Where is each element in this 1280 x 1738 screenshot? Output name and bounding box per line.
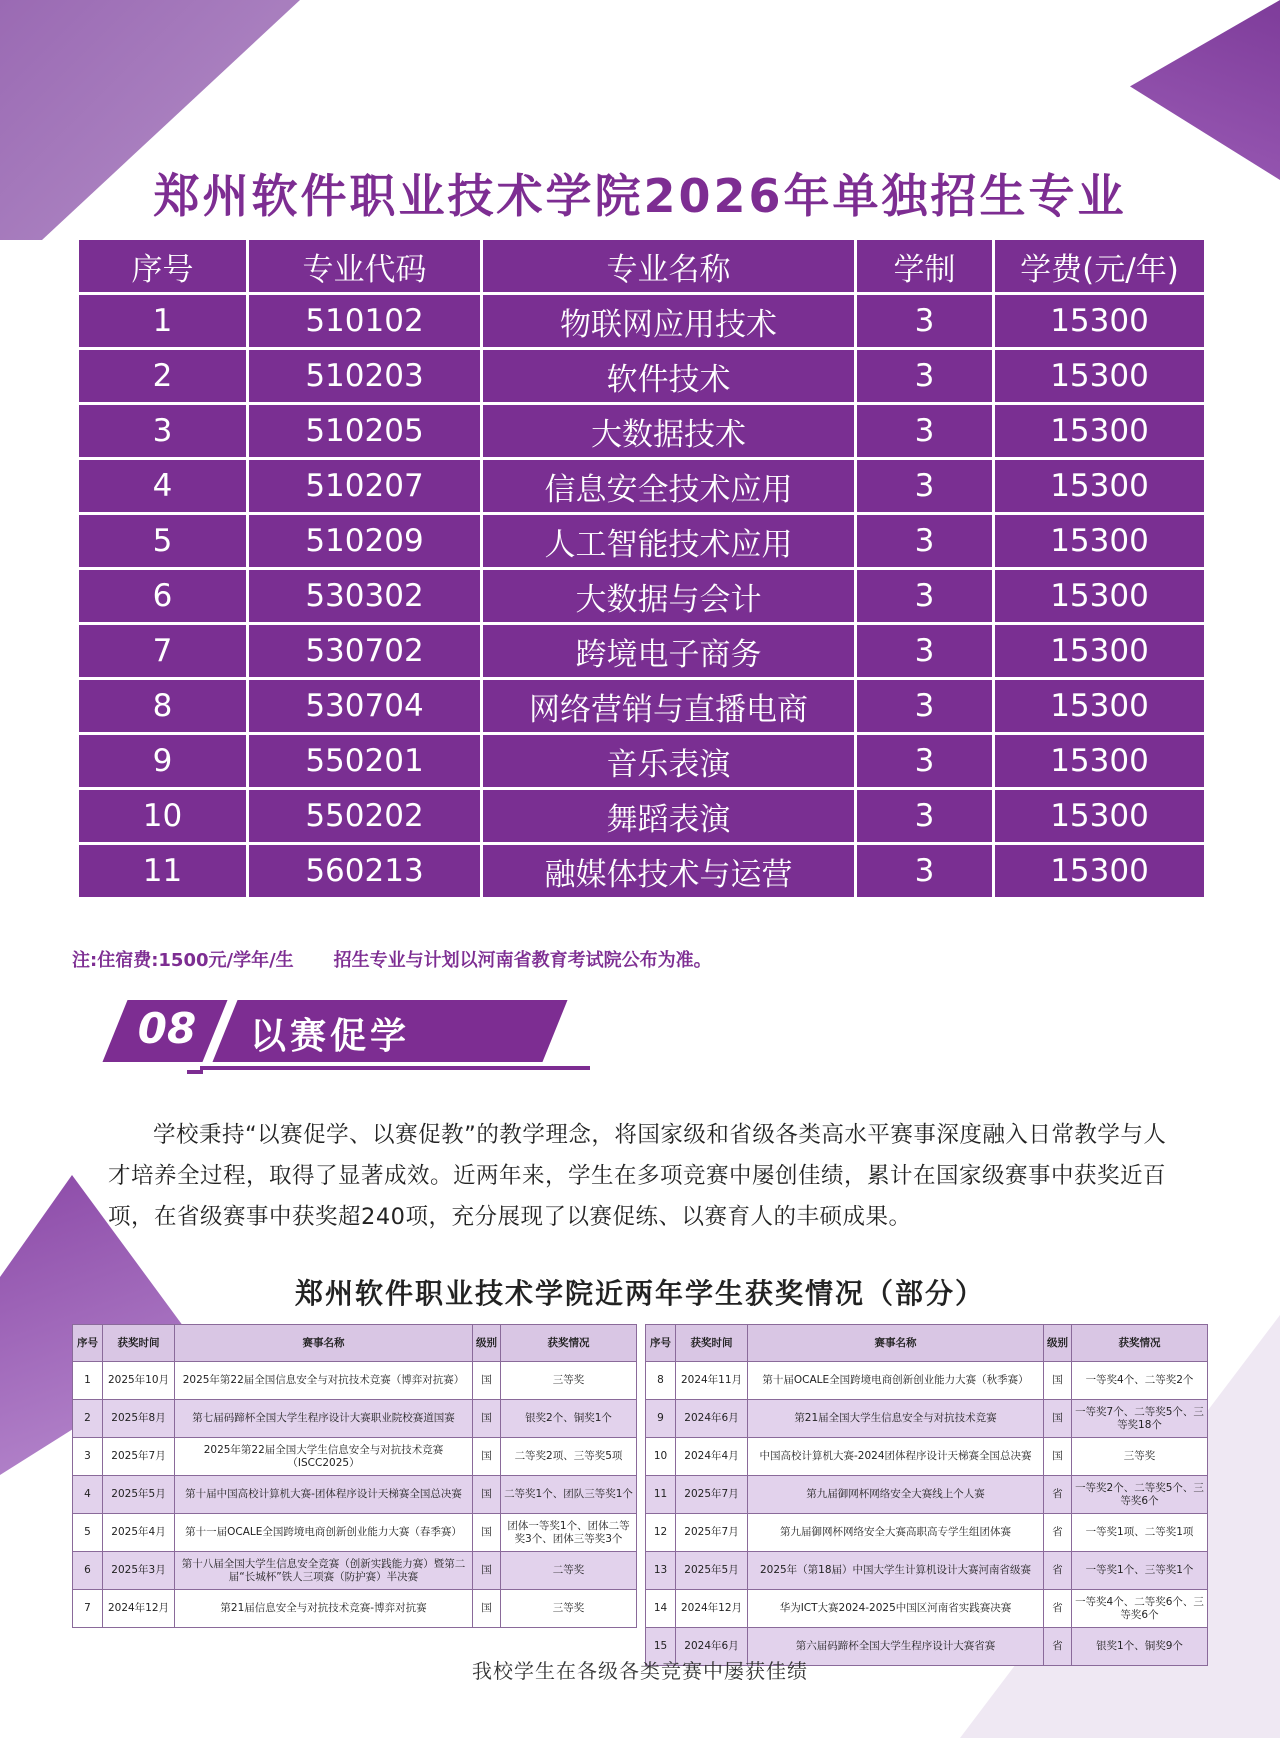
cell-name: 舞蹈表演	[482, 789, 856, 844]
cell-date: 2025年3月	[103, 1552, 175, 1590]
cell-result: 三等奖	[501, 1362, 637, 1400]
awards-header-index: 序号	[73, 1325, 103, 1362]
cell-index: 8	[78, 679, 248, 734]
cell-event: 第21届全国大学生信息安全与对抗技术竞赛	[748, 1400, 1044, 1438]
awards-header-index: 序号	[646, 1325, 676, 1362]
table-row	[78, 624, 1206, 679]
cell-date: 2025年8月	[103, 1400, 175, 1438]
table-row	[78, 789, 1206, 844]
cell-result: 二等奖	[501, 1552, 637, 1590]
header-duration: 学制	[856, 239, 994, 294]
cell-code: 510207	[248, 459, 482, 514]
cell-index: 1	[73, 1362, 103, 1400]
cell-index: 9	[646, 1400, 676, 1438]
cell-name: 物联网应用技术	[482, 294, 856, 349]
cell-event: 第十届OCALE全国跨境电商创新创业能力大赛（秋季赛）	[748, 1362, 1044, 1400]
cell-code: 530704	[248, 679, 482, 734]
table-row	[646, 1552, 1208, 1590]
cell-tuition: 15300	[994, 514, 1206, 569]
cell-date: 2024年6月	[676, 1628, 748, 1666]
cell-result: 银奖1个、铜奖9个	[1072, 1628, 1208, 1666]
cell-level: 省	[1044, 1590, 1072, 1628]
cell-event: 第六届码蹄杯全国大学生程序设计大赛省赛	[748, 1628, 1044, 1666]
cell-level: 省	[1044, 1552, 1072, 1590]
table-row	[73, 1362, 637, 1400]
awards-header-row	[73, 1325, 637, 1362]
cell-code: 550202	[248, 789, 482, 844]
cell-code: 510203	[248, 349, 482, 404]
majors-table	[76, 237, 1207, 900]
cell-result: 一等奖7个、二等奖5个、三等奖18个	[1072, 1400, 1208, 1438]
cell-date: 2025年10月	[103, 1362, 175, 1400]
table-row	[73, 1590, 637, 1628]
cell-name: 信息安全技术应用	[482, 459, 856, 514]
cell-index: 7	[73, 1590, 103, 1628]
cell-event: 第十八届全国大学生信息安全竞赛（创新实践能力赛）暨第二届“长城杯”铁人三项赛（防护赛）半决赛	[175, 1552, 473, 1590]
table-row	[646, 1514, 1208, 1552]
section-number: 08	[137, 1004, 197, 1053]
cell-result: 一等奖1个、三等奖1个	[1072, 1552, 1208, 1590]
table-row	[78, 844, 1206, 899]
cell-duration: 3	[856, 349, 994, 404]
cell-index: 3	[73, 1438, 103, 1476]
cell-index: 6	[73, 1552, 103, 1590]
decor-triangle-top-right	[1130, 0, 1280, 180]
cell-event: 2025年第22届全国信息安全与对抗技术竞赛（博弈对抗赛）	[175, 1362, 473, 1400]
cell-index: 12	[646, 1514, 676, 1552]
cell-event: 华为ICT大赛2024-2025中国区河南省实践赛决赛	[748, 1590, 1044, 1628]
cell-duration: 3	[856, 789, 994, 844]
intro-paragraph: 学校秉持“以赛促学、以赛促教”的教学理念，将国家级和省级各类高水平赛事深度融入日常教学与人才培养全过程，取得了显著成效。近两年来，学生在多项竞赛中屡创佳绩，累计在国家级赛事中获奖近百项，在省级赛事中获奖超240项，充分展现了以赛促练、以赛育人的丰硕成果。	[108, 1122, 1167, 1230]
cell-code: 530702	[248, 624, 482, 679]
cell-name: 人工智能技术应用	[482, 514, 856, 569]
cell-tuition: 15300	[994, 789, 1206, 844]
cell-index: 9	[78, 734, 248, 789]
awards-table-left	[72, 1324, 637, 1628]
cell-tuition: 15300	[994, 844, 1206, 899]
cell-result: 二等奖1个、团队三等奖1个	[501, 1476, 637, 1514]
cell-code: 530302	[248, 569, 482, 624]
cell-index: 4	[78, 459, 248, 514]
cell-tuition: 15300	[994, 734, 1206, 789]
cell-code: 510205	[248, 404, 482, 459]
cell-tuition: 15300	[994, 459, 1206, 514]
cell-duration: 3	[856, 734, 994, 789]
cell-event: 2025年（第18届）中国大学生计算机设计大赛河南省级赛	[748, 1552, 1044, 1590]
cell-index: 15	[646, 1628, 676, 1666]
table-row	[78, 294, 1206, 349]
cell-tuition: 15300	[994, 624, 1206, 679]
cell-event: 第21届信息安全与对抗技术竞赛-博弈对抗赛	[175, 1590, 473, 1628]
cell-index: 6	[78, 569, 248, 624]
cell-level: 国	[473, 1514, 501, 1552]
cell-result: 二等奖2项、三等奖5项	[501, 1438, 637, 1476]
table-row	[646, 1590, 1208, 1628]
cell-index: 5	[78, 514, 248, 569]
awards-header-date: 获奖时间	[103, 1325, 175, 1362]
cell-date: 2024年12月	[103, 1590, 175, 1628]
cell-level: 国	[1044, 1438, 1072, 1476]
table-row	[73, 1400, 637, 1438]
cell-result: 一等奖1项、二等奖1项	[1072, 1514, 1208, 1552]
cell-name: 音乐表演	[482, 734, 856, 789]
awards-title: 郑州软件职业技术学院近两年学生获奖情况（部分）	[294, 1277, 985, 1310]
table-row	[78, 569, 1206, 624]
cell-result: 三等奖	[501, 1590, 637, 1628]
table-row	[78, 349, 1206, 404]
cell-index: 8	[646, 1362, 676, 1400]
cell-index: 2	[73, 1400, 103, 1438]
awards-header-event: 赛事名称	[748, 1325, 1044, 1362]
table-row	[78, 514, 1206, 569]
cell-tuition: 15300	[994, 679, 1206, 734]
cell-event: 中国高校计算机大赛-2024团体程序设计天梯赛全国总决赛	[748, 1438, 1044, 1476]
cell-level: 国	[473, 1590, 501, 1628]
cell-result: 一等奖4个、二等奖2个	[1072, 1362, 1208, 1400]
cell-level: 国	[473, 1476, 501, 1514]
table-row	[73, 1552, 637, 1590]
cell-name: 融媒体技术与运营	[482, 844, 856, 899]
cell-duration: 3	[856, 459, 994, 514]
cell-level: 省	[1044, 1514, 1072, 1552]
table-row	[646, 1400, 1208, 1438]
cell-code: 510102	[248, 294, 482, 349]
majors-header-row	[78, 239, 1206, 294]
cell-date: 2025年4月	[103, 1514, 175, 1552]
cell-level: 省	[1044, 1476, 1072, 1514]
tuition-note	[72, 946, 712, 972]
awards-header-row	[646, 1325, 1208, 1362]
cell-level: 国	[473, 1400, 501, 1438]
table-row	[78, 734, 1206, 789]
cell-duration: 3	[856, 294, 994, 349]
section-title: 以赛促学	[250, 1016, 411, 1057]
cell-date: 2024年4月	[676, 1438, 748, 1476]
cell-index: 13	[646, 1552, 676, 1590]
cell-result: 一等奖4个、二等奖6个、三等奖6个	[1072, 1590, 1208, 1628]
cell-name: 跨境电子商务	[482, 624, 856, 679]
cell-event: 第九届御网杯网络安全大赛线上个人赛	[748, 1476, 1044, 1514]
cell-result: 三等奖	[1072, 1438, 1208, 1476]
cell-tuition: 15300	[994, 349, 1206, 404]
note-accommodation: 注:住宿费:1500元/学年/生	[72, 950, 294, 971]
cell-tuition: 15300	[994, 569, 1206, 624]
cell-event: 2025年第22届全国大学生信息安全与对抗技术竞赛（ISCC2025）	[175, 1438, 473, 1476]
cell-index: 2	[78, 349, 248, 404]
awards-header-date: 获奖时间	[676, 1325, 748, 1362]
header-code: 专业代码	[248, 239, 482, 294]
cell-result: 银奖2个、铜奖1个	[501, 1400, 637, 1438]
cell-duration: 3	[856, 569, 994, 624]
cell-name: 软件技术	[482, 349, 856, 404]
awards-header-event: 赛事名称	[175, 1325, 473, 1362]
cell-level: 国	[473, 1552, 501, 1590]
cell-tuition: 15300	[994, 294, 1206, 349]
cell-duration: 3	[856, 514, 994, 569]
cell-result: 团体一等奖1个、团体二等奖3个、团体三等奖3个	[501, 1514, 637, 1552]
cell-level: 国	[473, 1438, 501, 1476]
awards-header-level: 级别	[1044, 1325, 1072, 1362]
awards-header-level: 级别	[473, 1325, 501, 1362]
cell-index: 10	[78, 789, 248, 844]
table-row	[73, 1438, 637, 1476]
cell-result: 一等奖2个、二等奖5个、三等奖6个	[1072, 1476, 1208, 1514]
cell-index: 1	[78, 294, 248, 349]
cell-tuition: 15300	[994, 404, 1206, 459]
page-title: 郑州软件职业技术学院2026年单独招生专业	[153, 169, 1127, 223]
cell-level: 国	[1044, 1362, 1072, 1400]
cell-index: 14	[646, 1590, 676, 1628]
awards-table-right	[645, 1324, 1208, 1666]
note-plan: 招生专业与计划以河南省教育考试院公布为准。	[333, 950, 712, 971]
cell-name: 大数据技术	[482, 404, 856, 459]
cell-event: 第十一届OCALE全国跨境电商创新创业能力大赛（春季赛）	[175, 1514, 473, 1552]
table-row	[73, 1476, 637, 1514]
header-tuition: 学费(元/年)	[994, 239, 1206, 294]
cell-index: 10	[646, 1438, 676, 1476]
header-index: 序号	[78, 239, 248, 294]
cell-date: 2024年11月	[676, 1362, 748, 1400]
cell-date: 2025年5月	[676, 1552, 748, 1590]
cell-index: 11	[646, 1476, 676, 1514]
awards-header-result: 获奖情况	[501, 1325, 637, 1362]
section-header	[105, 1000, 585, 1080]
table-row	[78, 459, 1206, 514]
cell-level: 国	[1044, 1400, 1072, 1438]
cell-code: 510209	[248, 514, 482, 569]
cell-date: 2025年7月	[103, 1438, 175, 1476]
cell-index: 5	[73, 1514, 103, 1552]
cell-duration: 3	[856, 624, 994, 679]
awards-header-result: 获奖情况	[1072, 1325, 1208, 1362]
cell-duration: 3	[856, 404, 994, 459]
table-row	[78, 679, 1206, 734]
cell-date: 2025年7月	[676, 1476, 748, 1514]
cell-event: 第九届御网杯网络安全大赛高职高专学生组团体赛	[748, 1514, 1044, 1552]
cell-name: 网络营销与直播电商	[482, 679, 856, 734]
table-row	[646, 1362, 1208, 1400]
cell-level: 省	[1044, 1628, 1072, 1666]
cell-date: 2025年5月	[103, 1476, 175, 1514]
cell-code: 550201	[248, 734, 482, 789]
cell-index: 3	[78, 404, 248, 459]
cell-date: 2025年7月	[676, 1514, 748, 1552]
cell-name: 大数据与会计	[482, 569, 856, 624]
cell-event: 第七届码蹄杯全国大学生程序设计大赛职业院校赛道国赛	[175, 1400, 473, 1438]
table-row	[78, 404, 1206, 459]
cell-index: 11	[78, 844, 248, 899]
cell-index: 4	[73, 1476, 103, 1514]
awards-caption: 我校学生在各级各类竞赛中屡获佳绩	[472, 1659, 808, 1683]
table-row	[646, 1438, 1208, 1476]
cell-event: 第十届中国高校计算机大赛-团体程序设计天梯赛全国总决赛	[175, 1476, 473, 1514]
cell-index: 7	[78, 624, 248, 679]
cell-duration: 3	[856, 679, 994, 734]
cell-date: 2024年12月	[676, 1590, 748, 1628]
table-row	[646, 1476, 1208, 1514]
table-row	[73, 1514, 637, 1552]
cell-level: 国	[473, 1362, 501, 1400]
cell-date: 2024年6月	[676, 1400, 748, 1438]
cell-duration: 3	[856, 844, 994, 899]
header-name: 专业名称	[482, 239, 856, 294]
cell-code: 560213	[248, 844, 482, 899]
